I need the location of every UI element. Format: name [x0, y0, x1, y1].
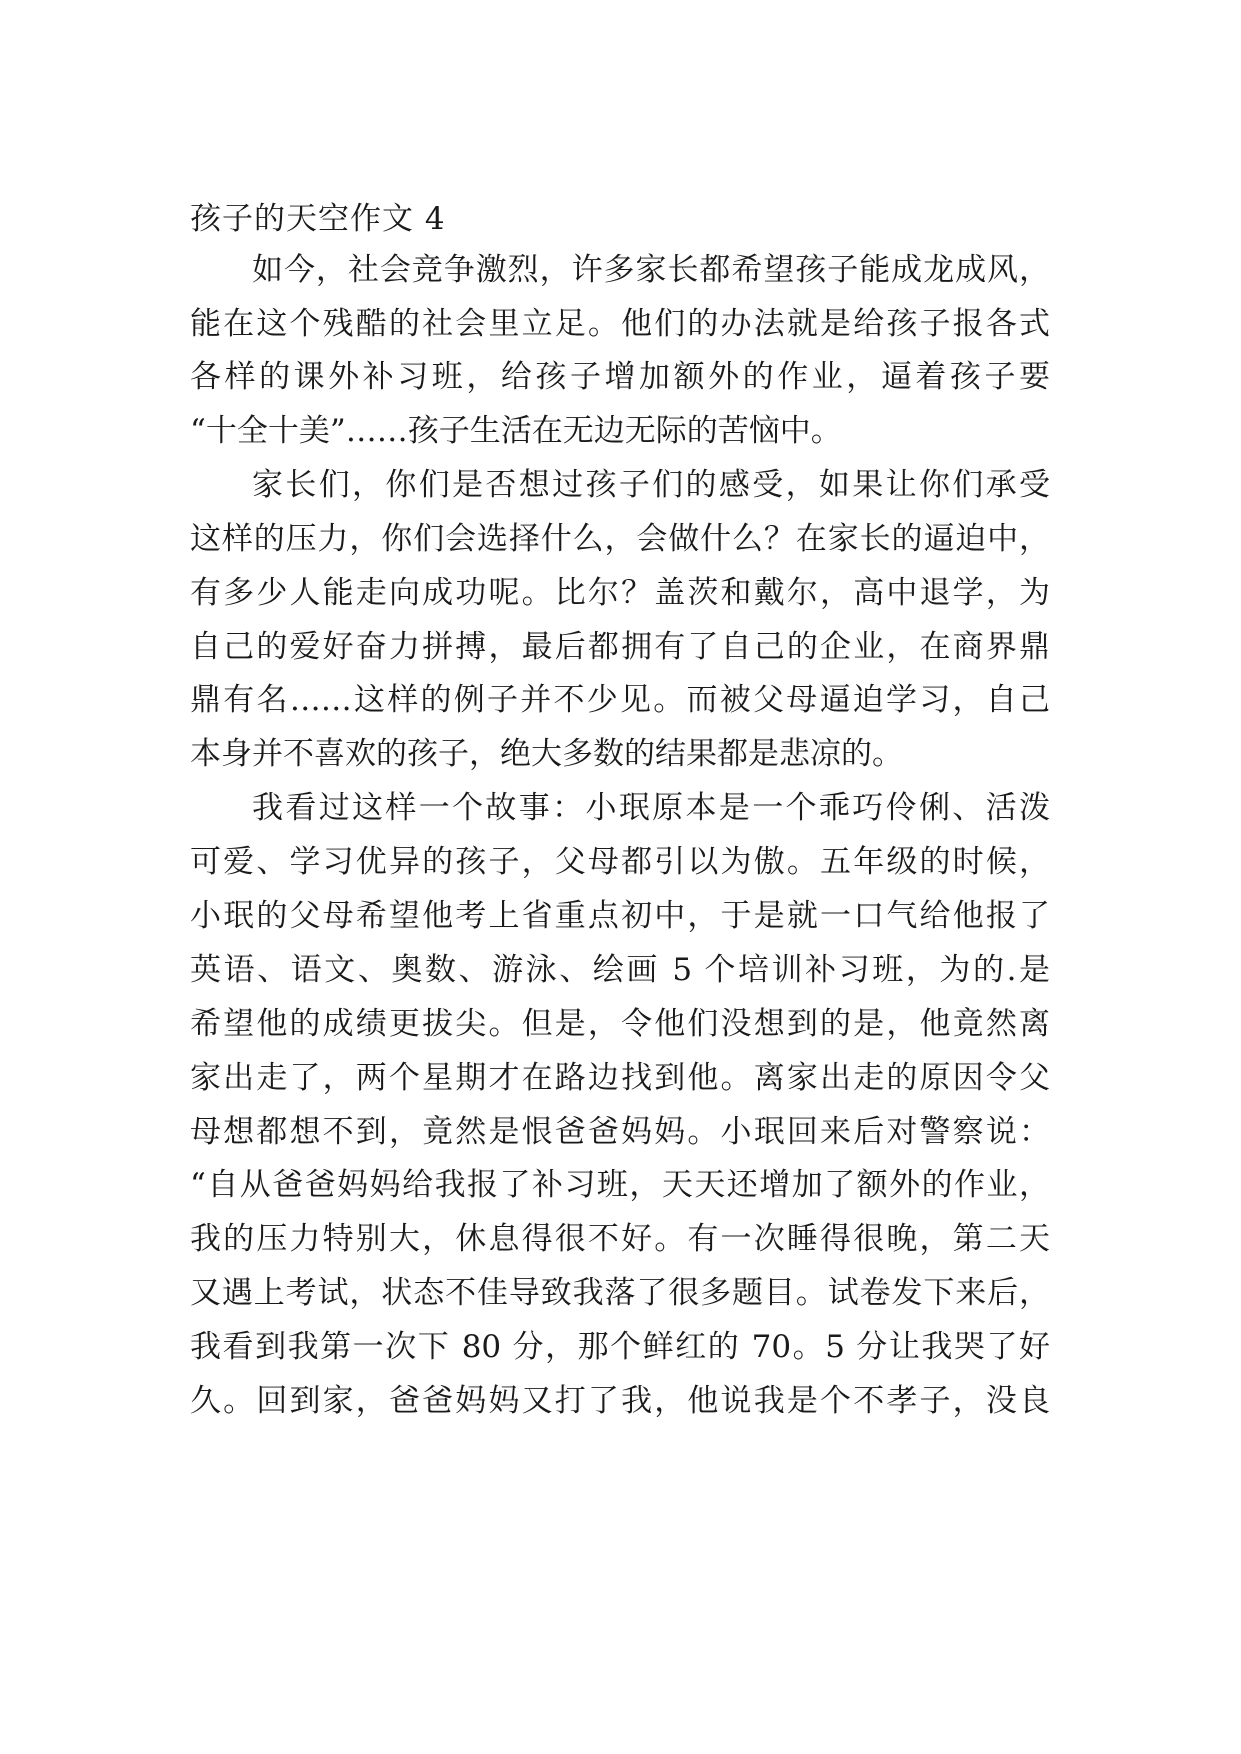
paragraph-2-line-2: 这样的压力，你们会选择什么，会做什么？在家长的逼迫中， [190, 521, 1050, 557]
paragraph-3-line-7: 母想都想不到，竟然是恨爸爸妈妈。小珉回来后对警察说： [190, 1114, 1050, 1150]
paragraph-3-line-8: “自从爸爸妈妈给我报了补习班，天天还增加了额外的作业， [190, 1167, 1050, 1203]
paragraph-2-line-5: 鼎有名……这样的例子并不少见。而被父母逼迫学习，自己 [190, 682, 1050, 718]
paragraph-3-line-3: 小珉的父母希望他考上省重点初中，于是就一口气给他报了 [190, 898, 1050, 934]
paragraph-2-line-3: 有多少人能走向成功呢。比尔？盖茨和戴尔，高中退学，为 [190, 575, 1050, 611]
paragraph-1-line-1: 如今，社会竞争激烈，许多家长都希望孩子能成龙成风， [252, 252, 1050, 288]
paragraph-3-line-5: 希望他的成绩更拔尖。但是，令他们没想到的是，他竟然离 [190, 1006, 1050, 1042]
paragraph-3-line-12: 久。回到家，爸爸妈妈又打了我，他说我是个不孝子，没良 [190, 1383, 1050, 1419]
paragraph-2-line-6: 本身并不喜欢的孩子，绝大多数的结果都是悲凉的。 [190, 736, 903, 772]
paragraph-2-line-1: 家长们，你们是否想过孩子们的感受，如果让你们承受 [252, 467, 1050, 503]
paragraph-3-line-1: 我看过这样一个故事：小珉原本是一个乖巧伶俐、活泼 [252, 790, 1050, 826]
paragraph-3-line-9: 我的压力特别大，休息得很不好。有一次睡得很晚，第二天 [190, 1221, 1050, 1257]
paragraph-1-line-3: 各样的课外补习班，给孩子增加额外的作业，逼着孩子要 [190, 359, 1050, 395]
paragraph-1-line-4: “十全十美”……孩子生活在无边无际的苦恼中。 [190, 413, 842, 449]
paragraph-3-line-4: 英语、语文、奥数、游泳、绘画 5 个培训补习班，为的.是 [190, 952, 1050, 988]
document-title: 孩子的天空作文 4 [190, 201, 446, 237]
paragraph-3-line-2: 可爱、学习优异的孩子，父母都引以为傲。五年级的时候， [190, 844, 1050, 880]
paragraph-3-line-10: 又遇上考试，状态不佳导致我落了很多题目。试卷发下来后， [190, 1275, 1050, 1311]
paragraph-2-line-4: 自己的爱好奋力拼搏，最后都拥有了自己的企业，在商界鼎 [190, 629, 1050, 665]
paragraph-3-line-11: 我看到我第一次下 80 分，那个鲜红的 70。5 分让我哭了好 [190, 1329, 1050, 1365]
paragraph-3-line-6: 家出走了，两个星期才在路边找到他。离家出走的原因令父 [190, 1060, 1050, 1096]
paragraph-1-line-2: 能在这个残酷的社会里立足。他们的办法就是给孩子报各式 [190, 306, 1050, 342]
